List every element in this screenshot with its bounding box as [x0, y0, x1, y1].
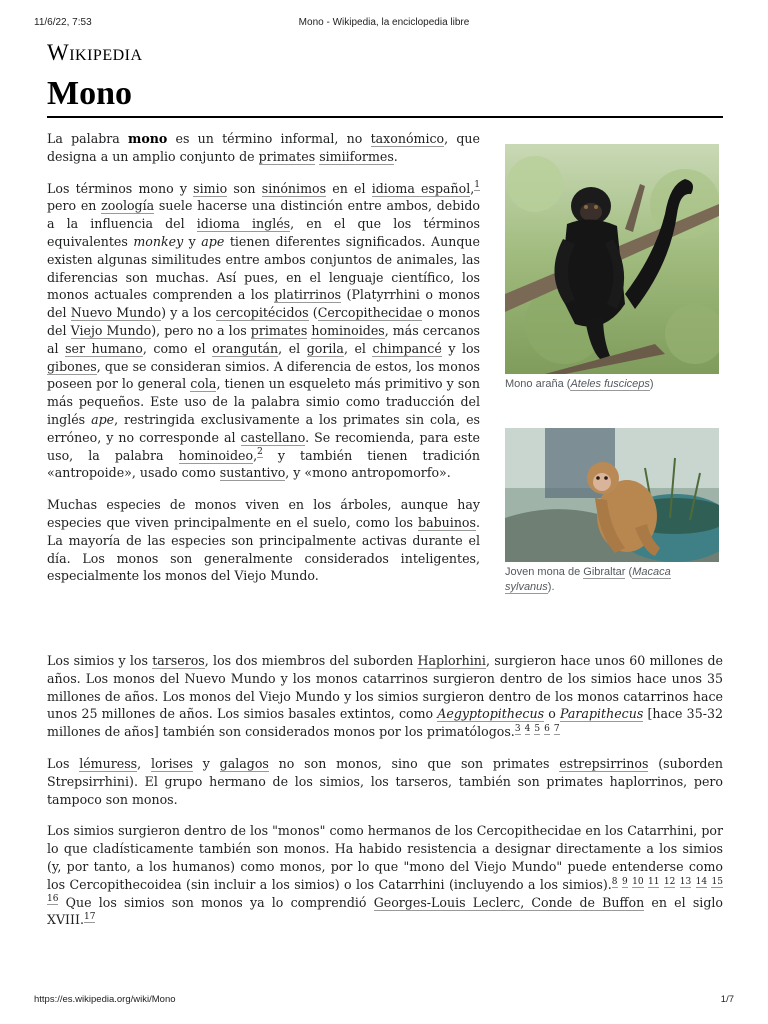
link[interactable]: Cercopithecidae: [317, 305, 423, 321]
link[interactable]: idioma inglés: [196, 216, 291, 232]
link[interactable]: castellano: [240, 429, 306, 445]
caption-text: Joven mona de: [505, 566, 584, 578]
article-intro-column: [47, 130, 480, 599]
caption-link-gibraltar[interactable]: Gibraltar: [583, 566, 626, 578]
ref[interactable]: 7: [553, 724, 560, 734]
spider-monkey-illustration: [505, 144, 719, 374]
link[interactable]: babuinos: [418, 514, 476, 530]
ref[interactable]: 3: [514, 724, 521, 734]
ref[interactable]: 15: [711, 876, 723, 887]
link[interactable]: primates: [250, 322, 308, 338]
figure-spider-monkey: [505, 144, 719, 392]
link[interactable]: zoología: [101, 198, 155, 214]
print-footer: [0, 994, 768, 1008]
link[interactable]: cercopitécidos: [215, 305, 309, 321]
link[interactable]: Haplorhini: [417, 653, 486, 668]
paragraph-4: Los simios y los tarseros, los dos miembros del suborden Haplorhini, surgieron hace unos 60 millones de años. Los monos del Nuevo Mundo y los monos catarrinos surgieron dentro de los simios hace unos 35 millones de años. Los monos del Viejo Mundo y los simios surgieron dentro de los monos catarrinos hace unos 25 millones de años. Los simios basales extintos, como Aegyptopithecus o Parapithecus [hace 35-32 millones de años] también son considerados monos por los primatólogos.$^3$ $^4$ $^5$ $^6$ $^7$: [47, 653, 723, 740]
link[interactable]: Nuevo Mundo: [70, 305, 162, 321]
link[interactable]: lorises: [150, 755, 193, 771]
wikipedia-wordmark[interactable]: Wikipedia: [47, 40, 143, 65]
link[interactable]: idioma español: [371, 180, 471, 196]
link[interactable]: hominoideo: [178, 447, 254, 463]
ref[interactable]: 14: [695, 876, 708, 887]
ref[interactable]: 6: [544, 724, 550, 734]
spider-monkey-photo[interactable]: [505, 144, 719, 374]
link[interactable]: galagos: [219, 755, 269, 771]
figure-caption-2: [505, 565, 719, 595]
article-body: [47, 652, 723, 943]
link[interactable]: taxonómico: [370, 131, 445, 146]
link[interactable]: ser humano: [65, 340, 143, 356]
print-date: 11/6/22, 7:53: [34, 17, 92, 28]
figure-barbary-macaque: [505, 428, 719, 595]
ref[interactable]: 1: [474, 180, 480, 191]
link[interactable]: Georges-Louis Leclerc, Conde de Buffon: [373, 894, 645, 910]
caption-text: ): [649, 378, 654, 390]
ref[interactable]: 8: [611, 876, 618, 887]
ref[interactable]: 11: [647, 876, 660, 887]
ref[interactable]: 12: [663, 876, 676, 887]
caption-link-ateles[interactable]: Ateles fusciceps: [570, 378, 650, 390]
link[interactable]: simio: [193, 180, 228, 196]
link[interactable]: Viejo Mundo: [70, 322, 152, 338]
link[interactable]: hominoides: [311, 322, 385, 338]
link[interactable]: Parapithecus: [560, 706, 644, 722]
link[interactable]: gorila: [306, 340, 344, 356]
page-title: Mono: [47, 74, 723, 118]
print-url: https://es.wikipedia.org/wiki/Mono: [34, 994, 176, 1005]
link[interactable]: sinónimos: [261, 180, 327, 196]
ref[interactable]: 17: [84, 912, 96, 923]
link[interactable]: lémuress: [79, 755, 138, 771]
paragraph-6: Los simios surgieron dentro de los "monos" como hermanos de los Cercopithecidae en los Catarrhini, por lo que cladísticamente también son monos. Ha habido resistencia a designar directamente a los simios (y, por tanto, a los humanos) como monos, por lo que "mono del Viejo Mundo" puede entenderse como los Cercopithecoidea (sin incluir a los simios) o los Catarrhini (incluyendo a los simios).$^8$ $^9$ $^{10}$ $^{11}$ $^{12}$ $^{13}$ $^{14}$ $^{15}$ $^{16}$ Que los simios son monos ya lo comprendió Georges-Louis Leclerc, Conde de Buffon en el siglo XVIII.$^{17}$: [47, 823, 723, 928]
link[interactable]: estrepsirrinos: [559, 755, 649, 771]
link[interactable]: simiiformes: [319, 148, 394, 164]
link[interactable]: cola: [190, 376, 217, 392]
link[interactable]: sustantivo: [219, 465, 286, 481]
link[interactable]: chimpancé: [372, 340, 442, 356]
ref[interactable]: 2: [257, 447, 263, 458]
ref[interactable]: 13: [679, 876, 692, 887]
ref[interactable]: 9: [621, 876, 628, 887]
paragraph-3: Muchas especies de monos viven en los árboles, aunque hay especies que viven principalmente en el suelo, como los babuinos. La mayoría de las especies son principalmente activas durante el día. Los monos son generalmente considerados inteligentes, especialmente los monos del Viejo Mundo.: [47, 497, 480, 584]
barbary-macaque-photo[interactable]: [505, 428, 719, 562]
ref[interactable]: 4: [524, 724, 531, 734]
paragraph-2: Los términos mono y simio son sinónimos en el idioma español,$^1$ pero en zoología suele hacerse una distinción entre ambos, debido a la influencia del idioma inglés, en el que los términos equivalentes monkey y ape tienen diferentes significados. Aunque existen algunas similitudes entre ambos conjuntos de animales, las diferencias son muchas. Así pues, en el lenguaje científico, los monos actuales comprenden a los platirrinos (Platyrrhini o monos del Nuevo Mundo) y a los cercopitécidos (Cercopithecidae o monos del Viejo Mundo), pero no a los primates hominoides, más cercanos al ser humano, como el orangután, el gorila, el chimpancé y los gibones, que se consideran simios. A diferencia de estos, los monos poseen por lo general cola, tienen un esqueleto más primitivo y son más pequeños. Este uso de la palabra simio como traducción del inglés ape, restringida exclusivamente a los primates sin cola, es erróneo, y no corresponde al castellano. Se recomienda, para este uso, la palabra hominoideo,$^2$ y también tienen tradición «antropoide», usado como sustantivo, y «mono antropomorfo».: [47, 180, 481, 481]
link[interactable]: gibones: [47, 358, 97, 374]
link[interactable]: tarseros: [152, 653, 205, 668]
figure-caption-1: [505, 377, 719, 392]
ref[interactable]: 10: [632, 876, 644, 887]
print-title: Mono - Wikipedia, la enciclopedia libre: [298, 17, 470, 28]
caption-text: ).: [547, 581, 555, 593]
print-header: [0, 14, 768, 30]
caption-text: Mono araña (: [505, 378, 571, 390]
link[interactable]: orangután: [212, 340, 279, 356]
ref[interactable]: 5: [534, 724, 541, 734]
link[interactable]: primates: [258, 148, 316, 164]
link[interactable]: Aegyptopithecus: [437, 706, 545, 722]
caption-text: (: [625, 566, 633, 578]
caption-link-macaca[interactable]: Macaca sylvanus: [505, 566, 671, 593]
paragraph-1: La palabra mono es un término informal, no taxonómico, que designa a un amplio conjunto de primates simiiformes.: [47, 131, 480, 164]
macaque-illustration: [505, 428, 719, 562]
link[interactable]: platirrinos: [274, 287, 342, 303]
paragraph-5: Los lémuress, lorises y galagos no son monos, sino que son primates estrepsirrinos (suborden Strepsirrhini). El grupo hermano de los simios, los tarseros, también son primates haplorrinos, pero tampoco son monos.: [47, 755, 723, 807]
ref[interactable]: 16: [47, 894, 59, 905]
print-page-number: 1/7: [720, 994, 734, 1005]
